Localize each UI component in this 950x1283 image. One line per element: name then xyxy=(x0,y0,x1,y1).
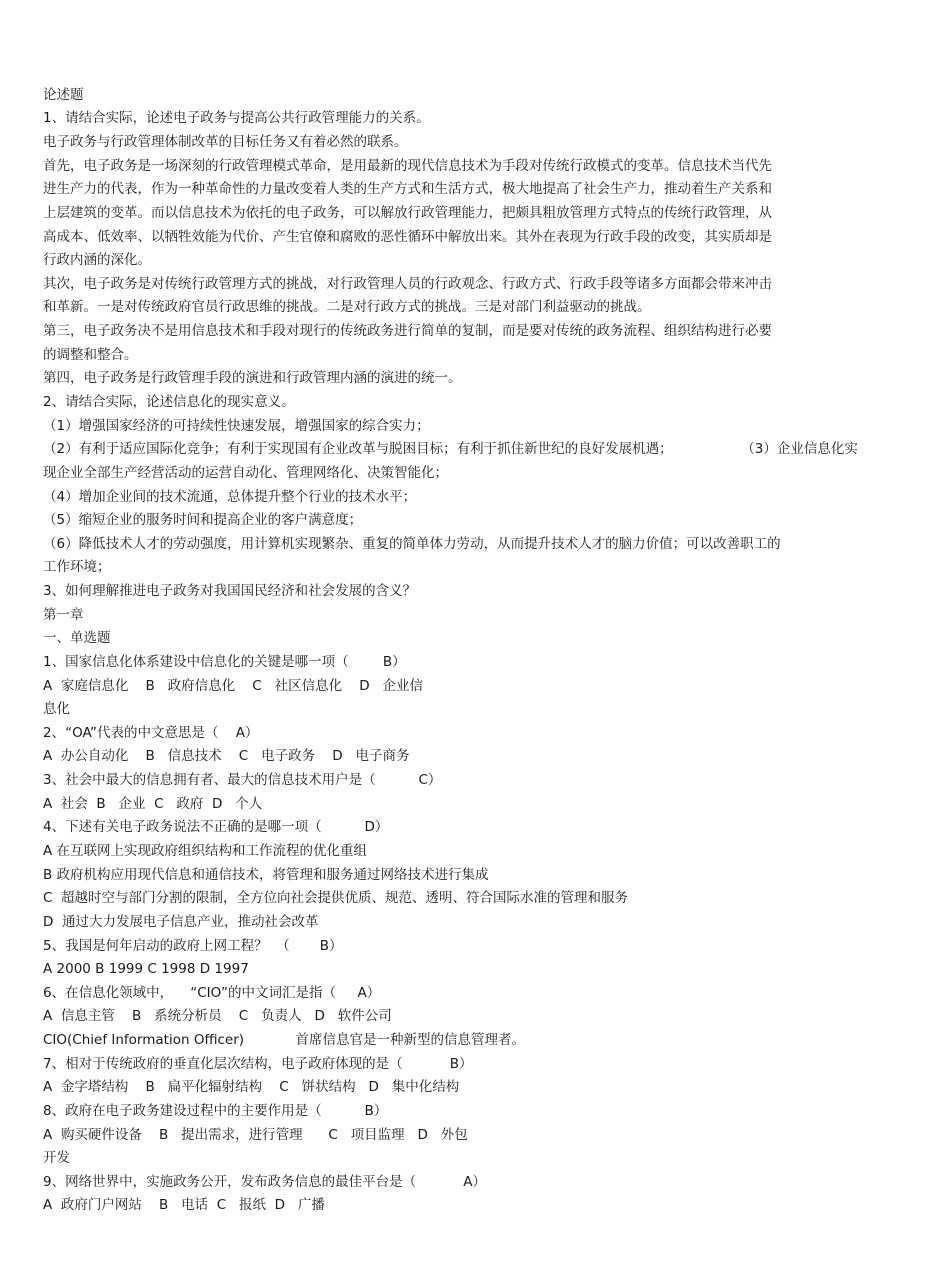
text-line: 4、下述有关电子政务说法不正确的是哪一项（ D） xyxy=(43,819,389,835)
text-line: A 在互联网上实现政府组织结构和工作流程的优化重组 xyxy=(43,843,368,859)
text-line: A 金字塔结构 B 扁平化辐射结构 C 饼状结构 D 集中化结构 xyxy=(43,1079,460,1095)
text-line: B 政府机构应用现代信息和通信技术，将管理和服务通过网络技术进行集成 xyxy=(43,867,489,883)
text-line: A 信息主管 B 系统分析员 C 负责人 D 软件公司 xyxy=(43,1008,392,1024)
text-line: （2）有利于适应国际化竞争；有利于实现国有企业改革与脱困目标；有利于抓住新世纪的良好发展机遇； （3）企业信息化实 xyxy=(43,441,858,457)
text-line: 论述题 xyxy=(43,87,84,103)
text-line: 第一章 xyxy=(43,607,84,623)
text-line: 6、在信息化领域中， “CIO”的中文词汇是指（ A） xyxy=(43,985,381,1001)
text-line: A 2000 B 1999 C 1998 D 1997 xyxy=(43,961,249,977)
text-line: A 办公自动化 B 信息技术 C 电子政务 D 电子商务 xyxy=(43,748,410,764)
text-line: 息化 xyxy=(43,701,70,717)
text-line: C 超越时空与部门分割的限制，全方位向社会提供优质、规范、透明、符合国际水准的管理和服务 xyxy=(43,890,629,906)
text-line: 行政内涵的深化。 xyxy=(43,252,151,268)
text-line: 工作环境； xyxy=(43,559,111,575)
text-line: 9、网络世界中，实施政务公开，发布政务信息的最佳平台是（ A） xyxy=(43,1174,487,1190)
text-line: 7、相对于传统政府的垂直化层次结构，电子政府体现的是（ B） xyxy=(43,1056,473,1072)
text-line: 2、请结合实际，论述信息化的现实意义。 xyxy=(43,394,295,410)
text-line: （5）缩短企业的服务时间和提高企业的客户满意度； xyxy=(43,512,363,528)
text-line: CIO(Chief Information Officer) 首席信息官是一种新型的信息管理者。 xyxy=(43,1032,526,1048)
text-line: 1、请结合实际，论述电子政务与提高公共行政管理能力的关系。 xyxy=(43,110,430,126)
text-line: 一、单选题 xyxy=(43,630,111,646)
text-line: 和革新。一是对传统政府官员行政思维的挑战。二是对行政方式的挑战。三是对部门利益驱动的挑战。 xyxy=(43,299,651,315)
text-line: 上层建筑的变革。而以信息技术为依托的电子政务，可以解放行政管理能力，把颇具粗放管理方式特点的传统行政管理，从 xyxy=(43,205,772,221)
text-line: （1）增强国家经济的可持续性快速发展，增强国家的综合实力； xyxy=(43,418,430,434)
text-line: A 购买硬件设备 B 提出需求，进行管理 C 项目监理 D 外包 xyxy=(43,1127,468,1143)
text-line: 首先，电子政务是一场深刻的行政管理模式革命，是用最新的现代信息技术为手段对传统行政模式的变革。信息技术当代先 xyxy=(43,158,772,174)
text-line: 第四，电子政务是行政管理手段的演进和行政管理内涵的演进的统一。 xyxy=(43,370,462,386)
text-line: A 家庭信息化 B 政府信息化 C 社区信息化 D 企业信 xyxy=(43,678,424,694)
text-line: 进生产力的代表，作为一种革命性的力量改变着人类的生产方式和生活方式，极大地提高了社会生产力，推动着生产关系和 xyxy=(43,181,772,197)
text-line: （4）增加企业间的技术流通，总体提升整个行业的技术水平； xyxy=(43,489,417,505)
text-line: 5、我国是何年启动的政府上网工程？ （ B） xyxy=(43,938,343,954)
text-line: 现企业全部生产经营活动的运营自动化、管理网络化、决策智能化； xyxy=(43,465,448,481)
text-line: 的调整和整合。 xyxy=(43,347,138,363)
text-line: 开发 xyxy=(43,1150,70,1166)
text-line: A 社会 B 企业 C 政府 D 个人 xyxy=(43,796,263,812)
text-line: 3、如何理解推进电子政务对我国国民经济和社会发展的含义？ xyxy=(43,583,417,599)
text-line: 3、社会中最大的信息拥有者、最大的信息技术用户是（ C） xyxy=(43,772,442,788)
text-line: 电子政务与行政管理体制改革的目标任务又有着必然的联系。 xyxy=(43,134,408,150)
text-line: 8、政府在电子政务建设过程中的主要作用是（ B） xyxy=(43,1103,388,1119)
text-line: 第三，电子政务决不是用信息技术和手段对现行的传统政务进行简单的复制，而是要对传统的政务流程、组织结构进行必要 xyxy=(43,323,772,339)
text-line: 高成本、低效率、以牺牲效能为代价、产生官僚和腐败的恶性循环中解放出来。其外在表现为行政手段的改变，其实质却是 xyxy=(43,229,772,245)
text-line: 1、国家信息化体系建设中信息化的关键是哪一项（ B） xyxy=(43,654,406,670)
text-line: 其次，电子政务是对传统行政管理方式的挑战，对行政管理人员的行政观念、行政方式、行政手段等诸多方面都会带来冲击 xyxy=(43,276,772,292)
text-line: D 通过大力发展电子信息产业，推动社会改革 xyxy=(43,914,319,930)
text-line: A 政府门户网站 B 电话 C 报纸 D 广播 xyxy=(43,1197,325,1213)
text-line: （6）降低技术人才的劳动强度，用计算机实现繁杂、重复的简单体力劳动，从而提升技术人才的脑力价值；可以改善职工的 xyxy=(43,536,781,552)
text-line: 2、“OA”代表的中文意思是（ A） xyxy=(43,725,259,741)
